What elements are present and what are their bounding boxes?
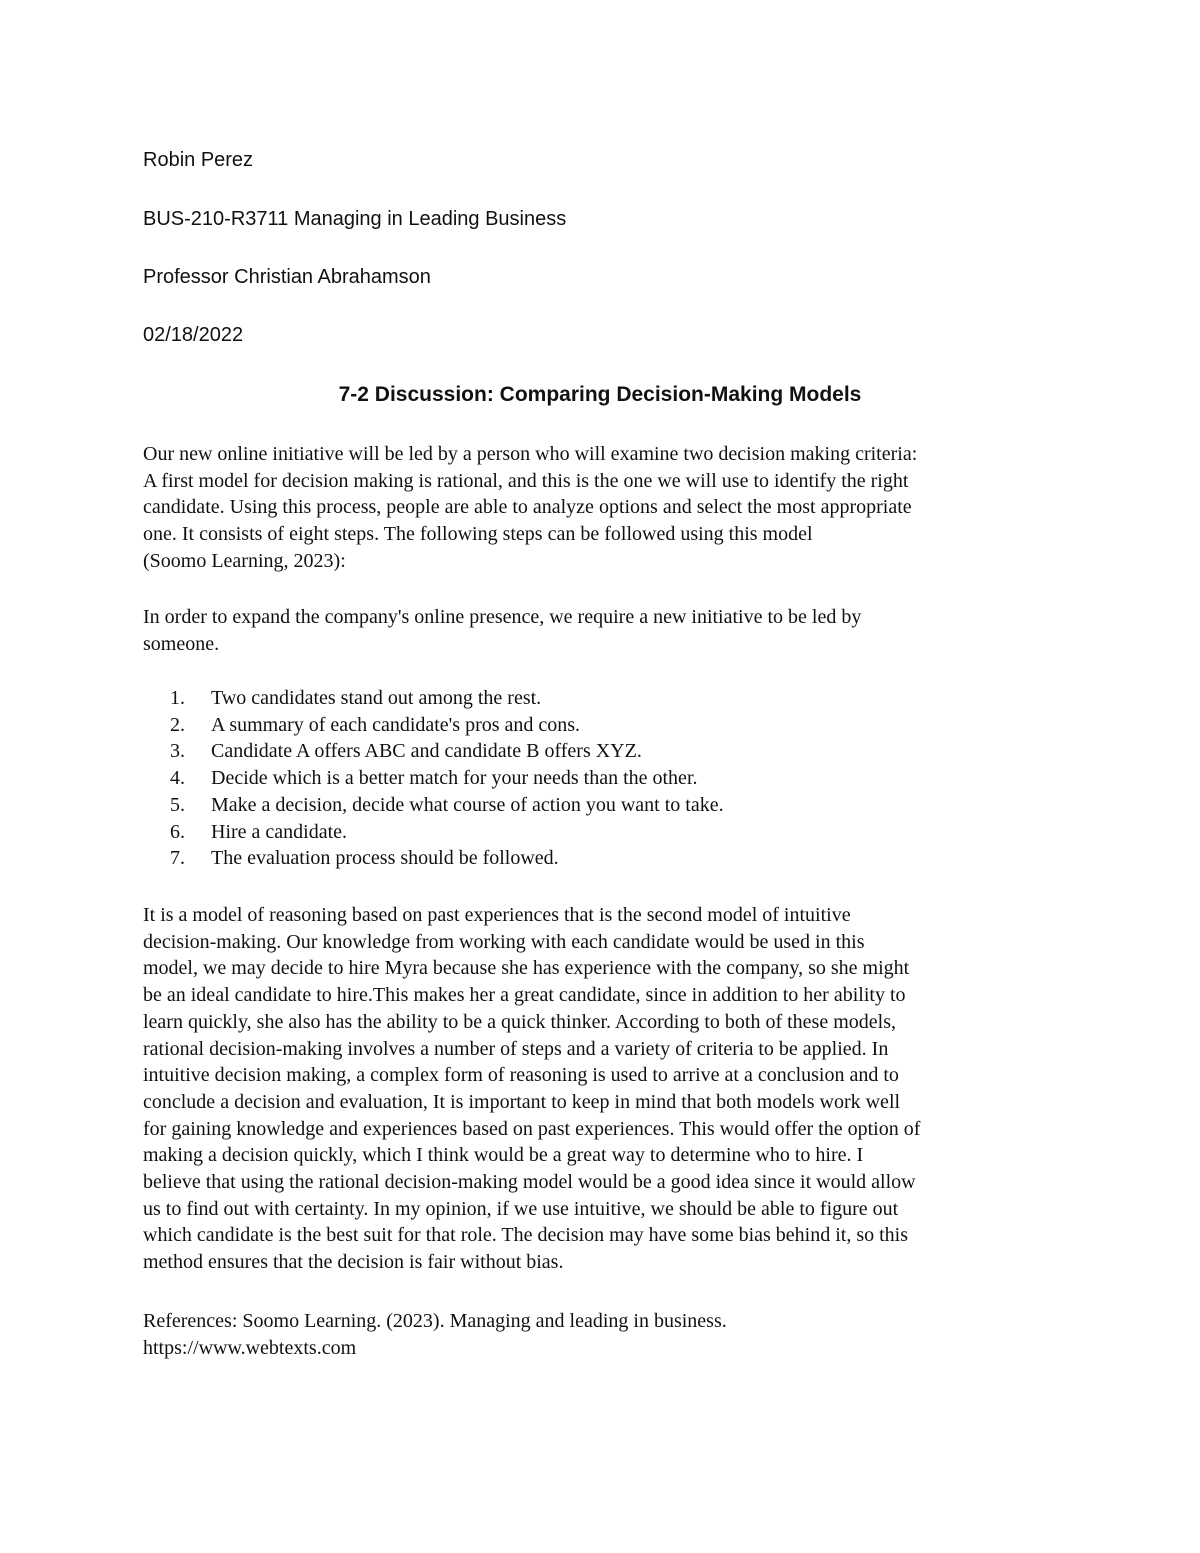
paragraph-line: candidate. Using this process, people are able to analyze options and select the most appropriate [143, 496, 912, 519]
paragraph-line: believe that using the rational decision-making model would be a good idea since it would allow [143, 1171, 916, 1194]
paragraph-line: learn quickly, she also has the ability to be a quick thinker. According to both of these models, [143, 1010, 896, 1033]
paragraph-line: making a decision quickly, which I think would be a great way to determine who to hire. I [143, 1144, 864, 1167]
document-title: 7-2 Discussion: Comparing Decision-Making Models [338, 383, 862, 406]
paragraph-line: which candidate is the best suit for that role. The decision may have some bias behind it, so this [143, 1224, 909, 1247]
analysis-paragraph [143, 902, 1063, 1276]
professor-name: Professor Christian Abrahamson [143, 266, 431, 288]
list-number: 1. [170, 687, 185, 709]
list-item [170, 738, 724, 765]
course-name: BUS-210-R3711 Managing in Leading Business [143, 208, 567, 230]
decision-steps-list [170, 685, 724, 872]
list-number: 5. [170, 793, 185, 816]
list-number: 6. [170, 820, 185, 843]
paragraph-line: be an ideal candidate to hire.This makes her a great candidate, since in addition to her ability to [143, 984, 906, 1007]
list-item [170, 685, 724, 712]
list-number: 4. [170, 767, 185, 790]
paragraph-line: intuitive decision making, a complex form of reasoning is used to arrive at a conclusion and to [143, 1064, 899, 1087]
paragraph-line: It is a model of reasoning based on past experiences that is the second model of intuitive [143, 904, 851, 926]
list-item-text: The evaluation process should be followed. [211, 847, 559, 870]
list-item-text: Two candidates stand out among the rest. [211, 687, 542, 709]
paragraph-line: (Soomo Learning, 2023): [143, 549, 346, 572]
list-item [170, 765, 724, 792]
intro-paragraph [143, 441, 1063, 575]
list-item-text: A summary of each candidate's pros and cons. [211, 713, 581, 736]
list-item-text: Make a decision, decide what course of action you want to take. [211, 793, 724, 816]
list-number: 2. [170, 713, 185, 736]
paragraph-line: In order to expand the company's online presence, we require a new initiative to be led by [143, 606, 862, 628]
paragraph-line: method ensures that the decision is fair without bias. [143, 1251, 564, 1274]
list-item [170, 792, 724, 819]
paragraph-line: one. It consists of eight steps. The following steps can be followed using this model [143, 523, 813, 546]
paragraph-line: model, we may decide to hire Myra because she has experience with the company, so she might [143, 957, 910, 980]
list-number: 3. [170, 740, 185, 763]
list-number: 7. [170, 847, 185, 870]
reference-url: https://www.webtexts.com [143, 1336, 357, 1359]
paragraph-line: rational decision-making involves a number of steps and a variety of criteria to be applied. In [143, 1037, 889, 1060]
paragraph-line: decision-making. Our knowledge from working with each candidate would be used in this [143, 930, 865, 953]
list-item [170, 819, 724, 846]
list-item [170, 845, 724, 872]
paragraph-line: for gaining knowledge and experiences based on past experiences. This would offer the option of [143, 1117, 921, 1140]
list-item-text: Decide which is a better match for your needs than the other. [211, 767, 698, 790]
reference-citation: References: Soomo Learning. (2023). Managing and leading in business. [143, 1310, 727, 1332]
references-section [143, 1308, 1063, 1361]
context-paragraph [143, 604, 1063, 657]
submission-date: 02/18/2022 [143, 324, 244, 346]
list-item-text: Candidate A offers ABC and candidate B offers XYZ. [211, 740, 642, 763]
list-item-text: Hire a candidate. [211, 820, 348, 843]
paragraph-line: someone. [143, 632, 220, 655]
author-name: Robin Perez [143, 149, 254, 171]
paragraph-line: A first model for decision making is rational, and this is the one we will use to identify the right [143, 469, 909, 492]
paragraph-line: conclude a decision and evaluation, It is important to keep in mind that both models work well [143, 1090, 901, 1113]
list-item [170, 712, 724, 739]
paragraph-line: Our new online initiative will be led by a person who will examine two decision making criteria: [143, 443, 918, 465]
paragraph-line: us to find out with certainty. In my opinion, if we use intuitive, we should be able to figure out [143, 1197, 899, 1220]
